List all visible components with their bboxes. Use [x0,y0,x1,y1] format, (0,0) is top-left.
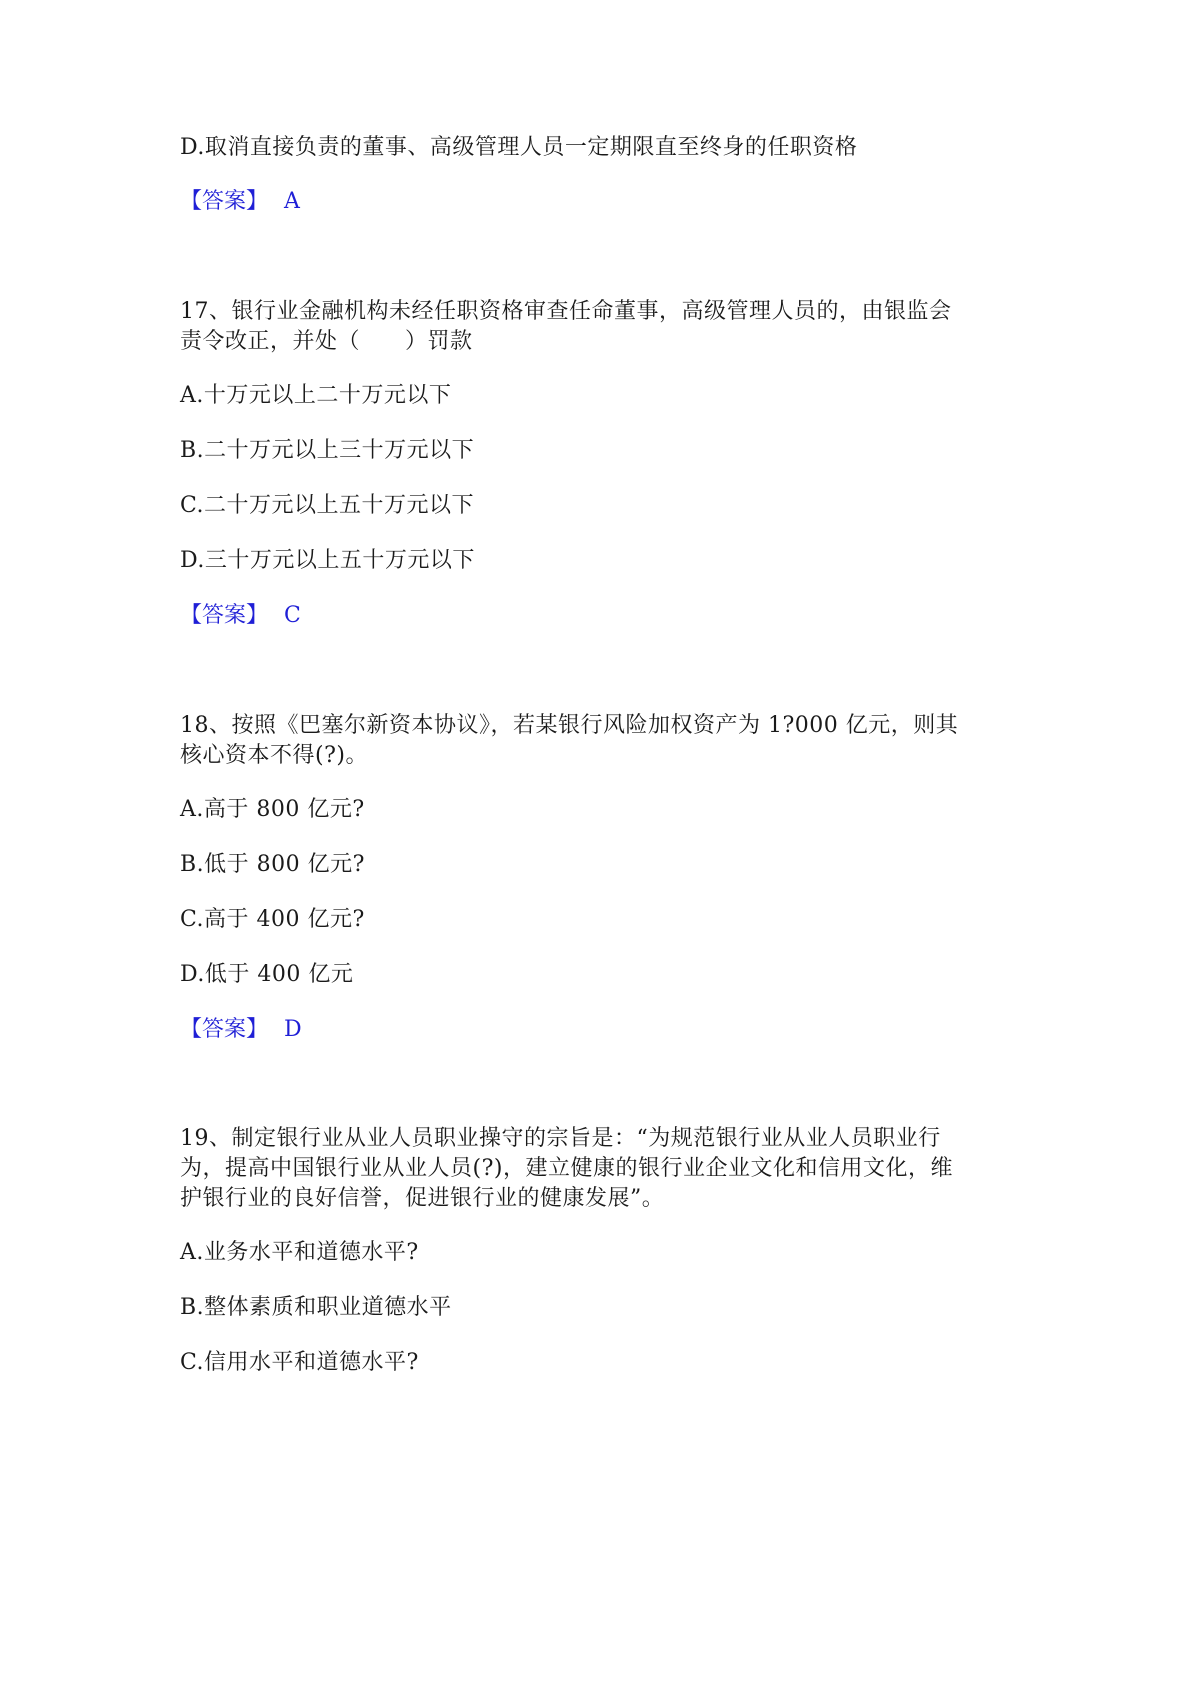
q16-answer-value: A [284,189,300,214]
q18-answer-value: D [284,1017,302,1042]
q16-option-d: D.取消直接负责的董事、高级管理人员一定期限直至终身的任职资格 [180,135,858,160]
q16-answer [180,186,300,218]
q17-option-a: A.十万元以上二十万元以下 [180,383,452,408]
q17-answer [180,600,301,632]
q17-option-c: C.二十万元以上五十万元以下 [180,493,475,518]
q16-answer-label: 【答案】 [180,189,269,214]
q18-option-c: C.高于 400 亿元? [180,907,365,932]
q18-option-b: B.低于 800 亿元? [180,852,365,877]
q18-option-a: A.高于 800 亿元? [180,797,365,822]
q18-option-d: D.低于 400 亿元 [180,962,354,987]
q19-option-b: B.整体素质和职业道德水平 [180,1295,452,1320]
q19-stem-line1: 19、制定银行业从业人员职业操守的宗旨是：“为规范银行业从业人员职业行 [180,1126,941,1151]
q19-option-c: C.信用水平和道德水平? [180,1350,419,1375]
q19-stem-line2: 为，提高中国银行业从业人员(?)，建立健康的银行业企业文化和信用文化，维 [180,1156,953,1181]
q19-option-a: A.业务水平和道德水平? [180,1240,419,1265]
q18-answer [180,1014,302,1046]
q18-stem-line2: 核心资本不得(?)。 [180,743,368,768]
q17-option-b: B.二十万元以上三十万元以下 [180,438,475,463]
q18-answer-label: 【答案】 [180,1017,269,1042]
q17-answer-value: C [284,603,301,628]
q18-stem-line1: 18、按照《巴塞尔新资本协议》，若某银行风险加权资产为 1?000 亿元，则其 [180,713,959,738]
q17-stem-line2: 责令改正，并处（ ）罚款 [180,329,473,354]
q17-answer-label: 【答案】 [180,603,269,628]
q17-stem-line1: 17、银行业金融机构未经任职资格审查任命董事，高级管理人员的，由银监会 [180,299,952,324]
q17-option-d: D.三十万元以上五十万元以下 [180,548,475,573]
q19-stem-line3: 护银行业的良好信誉，促进银行业的健康发展”。 [180,1186,665,1211]
